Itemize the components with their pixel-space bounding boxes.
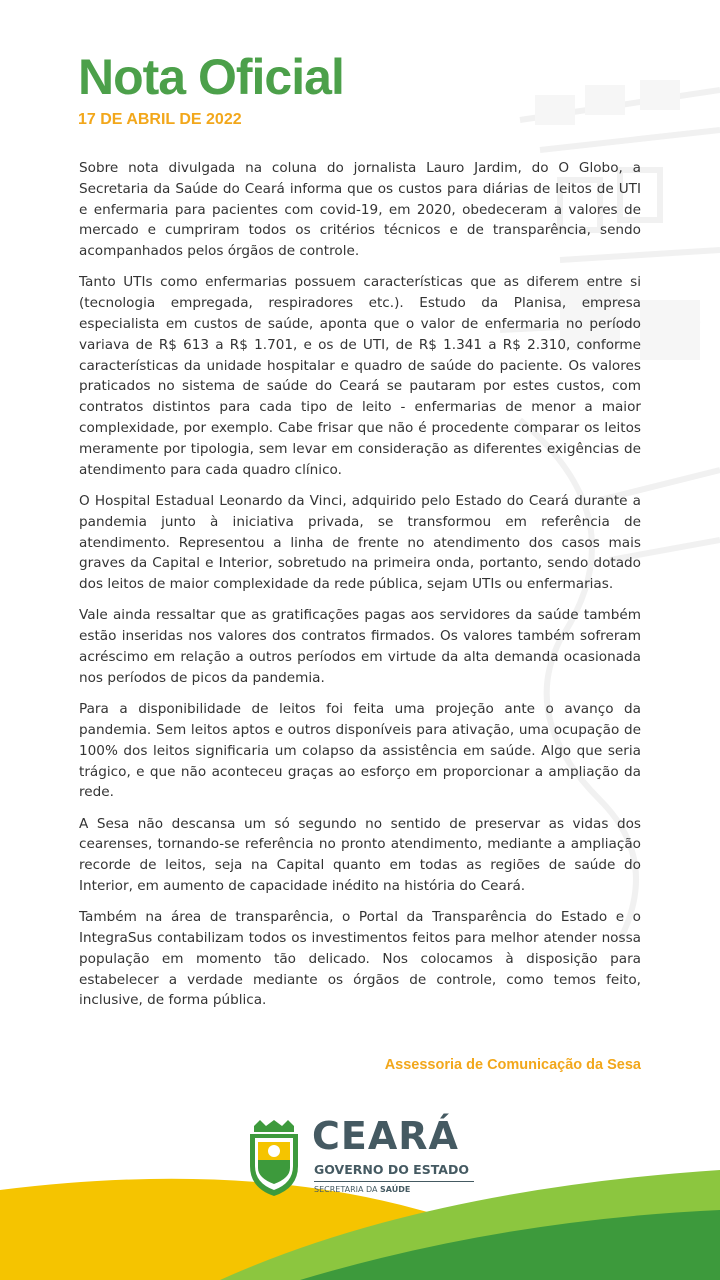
note-body [79, 158, 641, 1022]
publication-date: 17 DE ABRIL DE 2022 [78, 111, 242, 128]
logo-subtitle: GOVERNO DO ESTADO [314, 1162, 469, 1177]
paragraph: A Sesa não descansa um só segundo no sentido de preservar as vidas dos cearenses, tornando-se referência no pronto atendimento, mediante a ampliação recorde de leitos, seja na Capital quanto em todas as regiões de saúde do Interior, em aumento de capacidade inédito na história do Ceará. [79, 815, 641, 894]
ceara-government-logo [246, 1114, 486, 1200]
paragraph: O Hospital Estadual Leonardo da Vinci, adquirido pelo Estado do Ceará durante a pandemia junto à iniciativa privada, se transformou em referência de atendimento. Representou a linha de frente no atendimento dos casos mais graves da Capital e Interior, sobretudo na primeira onda, portanto, sendo dotado dos leitos de maior complexidade da rede pública, sejam UTIs ou enfermarias. [79, 492, 641, 593]
ceara-crest-icon [246, 1120, 302, 1196]
signature: Assessoria de Comunicação da Sesa [384, 1057, 641, 1073]
paragraph: Sobre nota divulgada na coluna do jornalista Lauro Jardim, do O Globo, a Secretaria da Saúde do Ceará informa que os custos para diárias de leitos de UTI e enfermaria para pacientes com covid-19, em 2020, obedeceram a valores de mercado e cumpriram todos os critérios técnicos e de transparência, sendo acompanhados pelos órgãos de controle. [79, 160, 641, 260]
paragraph: Também na área de transparência, o Portal da Transparência do Estado e o IntegraSus contabilizam todos os investimentos feitos para melhor atender nossa população em momento tão delicado. Nos colocamos à disposição para estabelecer a verdade mediante os órgãos de controle, como temos feito, inclusive, de forma pública. [79, 909, 641, 1009]
page-title: Nota Oficial [78, 49, 344, 105]
logo-divider [314, 1181, 474, 1182]
logo-department-bold: SAÚDE [380, 1185, 411, 1194]
paragraph: Tanto UTIs como enfermarias possuem características que as diferem entre si (tecnologia empregada, respiradores etc.). Estudo da Planisa, empresa especialista em custos de saúde, aponta que o valor de enfermaria no período variava de R$ 613 a R$ 1.701, e os de UTI, de R$ 1.341 a R$ 2.310, conforme características da unidade hospitalar e quadro de saúde do paciente. Os valores praticados no sistema de saúde do Ceará se pautaram por estes custos, com contratos distintos para cada tipo de leito - enfermarias de menor a maior complexidade, por exemplo. Cabe frisar que não é procedente comparar os leitos meramente por tipologia, sem levar em consideração as diferentes exigências de atendimento para cada quadro clínico. [79, 274, 641, 478]
logo-department-prefix: SECRETARIA DA [314, 1185, 381, 1194]
paragraph: Para a disponibilidade de leitos foi feita uma projeção ante o avanço da pandemia. Sem leitos aptos e outros disponíveis para ativação, uma ocupação de 100% dos leitos significaria um colapso da assistência em saúde. Algo que seria trágico, e que não aconteceu graças ao esforço em proporcionar a ampliação da rede. [79, 701, 641, 801]
paragraph: Vale ainda ressaltar que as gratificações pagas aos servidores da saúde também estão inseridas nos valores dos contratos firmados. Os valores também sofreram acréscimo em relação a outros períodos em virtude da alta demanda ocasionada nos períodos de picos da pandemia. [79, 607, 641, 686]
logo-department [314, 1185, 410, 1194]
logo-name: CEARÁ [312, 1114, 459, 1158]
